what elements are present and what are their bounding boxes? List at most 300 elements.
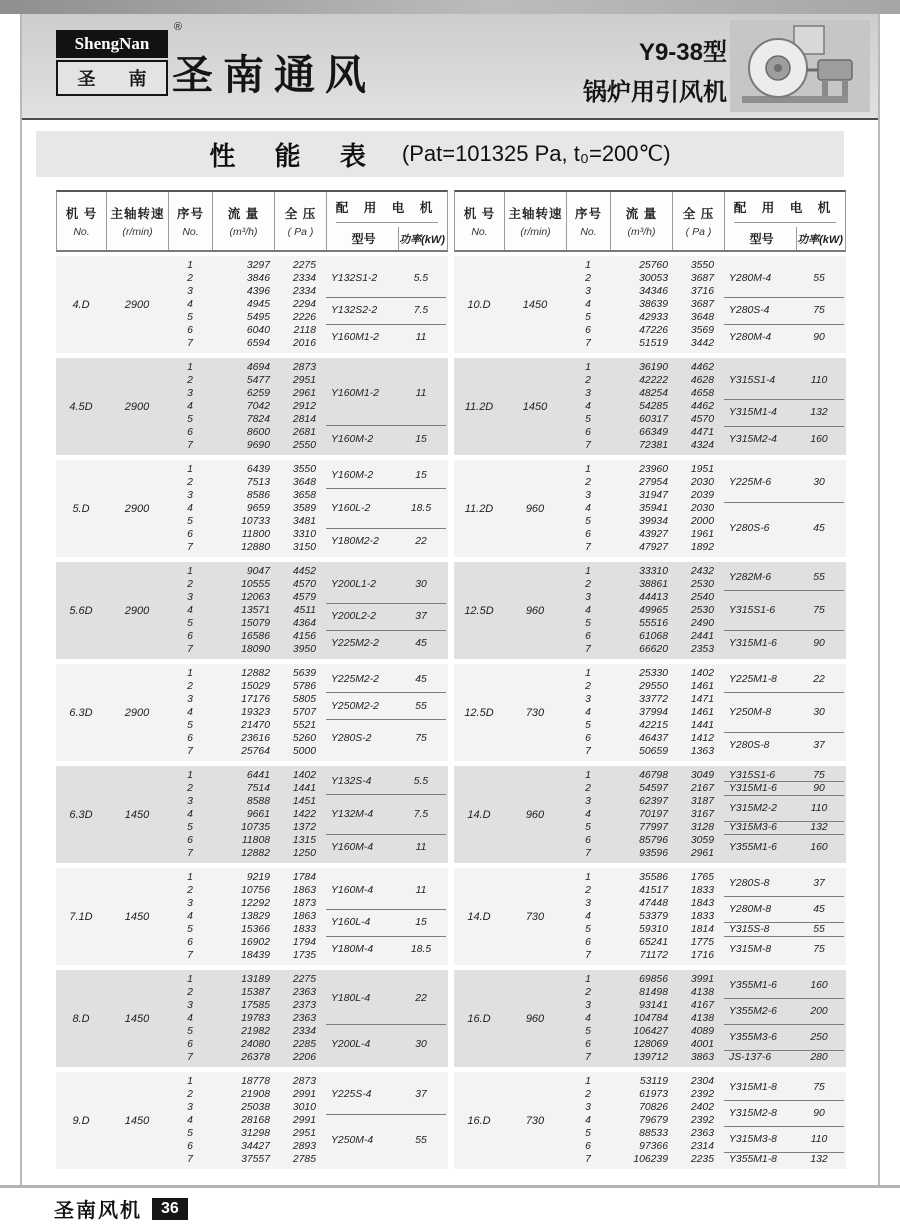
table-row [566,413,724,426]
motor-power-cell: 55 [813,924,825,936]
table-row [566,337,724,350]
flow-cell: 46798 [639,770,668,781]
col-header-motor-sub [329,227,445,250]
motor-group [724,998,844,1024]
motor-group [326,361,446,425]
seq-no-cell: 5 [585,822,591,833]
table-row [566,923,724,936]
data-rows [566,769,724,860]
pressure-cell: 1794 [292,937,316,948]
seq-no-cell: 3 [187,1000,193,1011]
pressure-cell: 3010 [292,1102,316,1113]
motor-model-cell: Y280S-6 [729,522,770,534]
motor-group [326,630,446,656]
seq-no-cell: 2 [585,477,591,488]
flow-cell: 60317 [639,414,668,425]
pressure-cell: 1402 [690,668,714,679]
seq-no-cell: 4 [187,1013,193,1024]
pressure-cell: 2991 [292,1115,316,1126]
motor-power-cell: 90 [813,331,825,343]
pressure-cell: 2785 [292,1154,316,1165]
flow-cell: 71172 [639,950,668,961]
flow-cell: 106427 [633,1026,668,1037]
table-row [168,515,326,528]
table-row [566,769,724,782]
flow-cell: 12880 [241,542,270,553]
shaft-speed-cell: 960 [525,604,545,617]
motor-group [326,871,446,909]
col-header-shaft-speed [505,192,567,250]
table-row [566,463,724,476]
flow-cell: 16586 [241,631,270,642]
pressure-cell: 2363 [292,1013,316,1024]
motor-groups [724,973,846,1064]
seq-no-cell: 1 [187,464,193,475]
seq-no-cell: 2 [187,579,193,590]
col-header-seq-no [169,192,213,250]
pressure-cell: 2000 [690,516,714,527]
seq-no-cell: 3 [585,592,591,603]
seq-no-cell: 5 [585,312,591,323]
flow-cell: 18439 [241,950,270,961]
seq-no-cell: 5 [585,414,591,425]
table-row [168,1153,326,1166]
seq-no-cell: 6 [585,1039,591,1050]
seq-no-cell: 3 [585,1102,591,1113]
pressure-cell: 2893 [292,1141,316,1152]
flow-cell: 23960 [639,464,668,475]
motor-model-cell: Y200L2-2 [331,611,377,623]
motor-group [724,324,844,350]
motor-model-cell: Y280S-8 [729,739,770,751]
motor-model-cell: Y315S1-6 [729,604,776,616]
motor-group [724,973,844,998]
table-row [168,426,326,439]
table-row [566,400,724,413]
flow-cell: 3846 [246,273,270,284]
table-row [168,1075,326,1088]
motor-group [326,769,446,794]
flow-cell: 9661 [246,809,270,820]
table-row [168,259,326,272]
pressure-cell: 2235 [690,1154,714,1165]
data-rows [566,565,724,656]
pressure-cell: 2432 [690,566,714,577]
motor-group [326,1024,446,1064]
table-row [566,910,724,923]
motor-model-cell: Y280S-8 [729,878,770,890]
flow-cell: 70197 [639,809,668,820]
pressure-cell: 3589 [292,503,316,514]
motor-model-cell: Y225M2-2 [331,637,379,649]
seq-no-cell: 7 [187,338,193,349]
motor-power-cell: 37 [415,611,427,623]
seq-no-cell: 1 [585,464,591,475]
flow-cell: 12882 [241,668,270,679]
motor-groups [326,361,448,452]
table-row [168,387,326,400]
flow-cell: 70826 [639,1102,668,1113]
flow-cell: 8586 [246,490,270,501]
motor-model-cell: Y225M2-2 [331,674,379,686]
seq-no-cell: 4 [187,1115,193,1126]
model-number: Y9-38型 [638,39,727,66]
pressure-cell: 1451 [292,796,316,807]
motor-power-cell: 90 [813,637,825,649]
col-header-motor-sub [727,227,843,250]
motor-group [724,565,844,590]
flow-cell: 88533 [639,1128,668,1139]
table-row [566,604,724,617]
seq-no-cell: 5 [585,618,591,629]
test-conditions: (Pat=101325 Pa, t₀=200℃) [401,141,671,166]
table-row [168,400,326,413]
motor-model-cell: Y355M1-6 [729,980,777,992]
pressure-cell: 5805 [292,694,316,705]
motor-power-cell: 75 [415,733,427,745]
pressure-cell: 1461 [690,681,714,692]
page-right-edge [878,14,880,1185]
flow-cell: 36190 [639,362,668,373]
flow-cell: 31947 [639,490,668,501]
motor-group [724,399,844,425]
motor-group [724,361,844,399]
seq-no-cell: 5 [585,720,591,731]
table-row [168,413,326,426]
flow-cell: 81498 [639,987,668,998]
motor-power-cell: 75 [813,1082,825,1094]
motor-model-cell: Y315M3-6 [729,822,777,834]
machine-no-cell: 5.6D [69,604,93,617]
motor-power-cell: 55 [813,272,825,284]
flow-cell: 19323 [241,707,270,718]
flow-cell: 54285 [639,401,668,412]
fan-image [730,20,870,112]
pressure-cell: 3128 [690,822,714,833]
flow-cell: 66620 [639,644,668,655]
motor-power-cell: 280 [810,1052,828,1064]
seq-no-cell: 6 [585,835,591,846]
col-header-motor-power: 功率(kW) [399,233,445,246]
seq-no-cell: 1 [187,668,193,679]
flow-cell: 39934 [639,516,668,527]
pressure-cell: 1765 [690,872,714,883]
flow-cell: 28168 [241,1115,270,1126]
seq-no-cell: 1 [585,770,591,781]
seq-no-cell: 3 [585,898,591,909]
pressure-cell: 4471 [690,427,714,438]
pressure-cell: 4628 [690,375,714,386]
motor-power-cell: 75 [813,305,825,317]
table-row [168,272,326,285]
pressure-cell: 2441 [690,631,714,642]
motor-power-cell: 90 [813,783,825,795]
motor-power-cell: 200 [810,1006,828,1018]
motor-model-cell: Y355M3-6 [729,1032,777,1044]
seq-no-cell: 2 [585,273,591,284]
table-row [168,808,326,821]
motor-power-cell: 132 [810,1154,828,1166]
flow-cell: 16902 [241,937,270,948]
pressure-cell: 1833 [690,911,714,922]
seq-no-cell: 4 [585,1013,591,1024]
table-row [566,578,724,591]
motor-group [724,630,844,656]
motor-group [326,488,446,527]
flow-cell: 79679 [639,1115,668,1126]
table-row [566,502,724,515]
flow-cell: 43927 [639,529,668,540]
motor-group [724,259,844,297]
machine-no-cell: 16.D [467,1114,491,1127]
flow-cell: 104784 [633,1013,668,1024]
motor-model-cell: Y315M1-8 [729,1082,777,1094]
pressure-cell: 3059 [690,835,714,846]
table-row [168,361,326,374]
pressure-cell: 3716 [690,286,714,297]
flow-cell: 9659 [246,503,270,514]
motor-model-cell: Y180M2-2 [331,535,379,547]
pressure-cell: 4658 [690,388,714,399]
flow-cell: 31298 [241,1128,270,1139]
flow-cell: 8600 [246,427,270,438]
flow-cell: 12063 [241,592,270,603]
fan-size-section [454,460,846,557]
flow-cell: 7042 [246,401,270,412]
pressure-cell: 2392 [690,1089,714,1100]
pressure-cell: 4138 [690,1013,714,1024]
table-row [566,973,724,986]
col-header-flow-en: (m³/h) [627,226,656,238]
motor-group [326,565,446,603]
table-row [566,884,724,897]
table-row [566,1114,724,1127]
seq-no-cell: 3 [585,490,591,501]
motor-power-cell: 22 [415,535,427,547]
shaft-speed-cell: 960 [525,502,545,515]
performance-table-title: 性 能 表 [209,140,382,171]
table-row [566,298,724,311]
table-row [168,910,326,923]
seq-no-cell: 4 [585,809,591,820]
table-row [168,324,326,337]
motor-group [724,922,844,936]
seq-no-cell: 6 [187,1141,193,1152]
seq-no-cell: 1 [585,668,591,679]
motor-group [724,426,844,452]
seq-no-cell: 4 [585,503,591,514]
pressure-cell: 2363 [690,1128,714,1139]
table-row [168,719,326,732]
table-row [566,732,724,745]
shaft-speed-cell: 730 [525,1114,545,1127]
footer-divider [0,1185,900,1188]
table-row [168,578,326,591]
flow-cell: 25760 [639,260,668,271]
table-row [566,541,724,554]
machine-no-cell: 7.1D [69,910,93,923]
seq-no-cell: 3 [187,592,193,603]
seq-no-cell: 4 [585,401,591,412]
col-header-seq-no-zh: 序号 [176,207,204,221]
motor-model-cell: Y355M1-8 [729,1154,777,1166]
flow-cell: 42933 [639,312,668,323]
flow-cell: 13571 [241,605,270,616]
motor-group [326,719,446,758]
motor-power-cell: 18.5 [410,502,432,514]
fan-size-section [56,766,448,863]
motor-model-cell: Y315S1-6 [729,769,776,781]
motor-model-cell: Y160M-4 [331,884,374,896]
seq-no-cell: 5 [187,924,193,935]
machine-no-cell: 4.D [72,298,90,311]
pressure-cell: 4462 [690,362,714,373]
motor-model-cell: Y280M-4 [729,331,772,343]
pressure-cell: 2961 [292,388,316,399]
motor-group [326,297,446,323]
motor-group [326,324,446,350]
pressure-cell: 3648 [292,477,316,488]
table-row [566,808,724,821]
pressure-cell: 2363 [292,987,316,998]
flow-cell: 33772 [639,694,668,705]
data-rows [566,667,724,758]
pressure-cell: 2334 [292,1026,316,1037]
motor-group [724,896,844,922]
table-row [566,1075,724,1088]
pressure-cell: 4324 [690,440,714,451]
flow-cell: 35941 [639,503,668,514]
col-header-machine-no-zh: 机 号 [65,207,98,221]
flow-cell: 69856 [639,974,668,985]
table-row [566,324,724,337]
motor-model-cell: Y282M-6 [729,572,772,584]
table-row [168,693,326,706]
table-row [168,973,326,986]
table-row [168,680,326,693]
pressure-cell: 1873 [292,898,316,909]
motor-model-cell: Y250M2-2 [331,700,379,712]
seq-no-cell: 2 [187,885,193,896]
flow-cell: 24080 [241,1039,270,1050]
flow-cell: 13829 [241,911,270,922]
pressure-cell: 2530 [690,579,714,590]
motor-model-cell: Y355M2-6 [729,1006,777,1018]
col-header-flow [611,192,673,250]
motor-group [724,1126,844,1152]
seq-no-cell: 7 [585,338,591,349]
motor-group [326,936,446,962]
seq-no-cell: 4 [187,707,193,718]
seq-no-cell: 6 [585,733,591,744]
pressure-cell: 3442 [690,338,714,349]
table-row [168,489,326,502]
table-row [168,374,326,387]
seq-no-cell: 1 [187,872,193,883]
shaft-speed-cell: 1450 [124,1012,150,1025]
pressure-cell: 2167 [690,783,714,794]
pressure-cell: 1951 [690,464,714,475]
col-header-motor-model: 型号 [727,227,797,250]
seq-no-cell: 6 [187,937,193,948]
data-rows [168,361,326,452]
motor-group [724,1100,844,1126]
flow-cell: 37994 [639,707,668,718]
table-row [168,565,326,578]
pressure-cell: 3167 [690,809,714,820]
pressure-cell: 1735 [292,950,316,961]
seq-no-cell: 6 [187,733,193,744]
table-row [168,745,326,758]
pressure-cell: 3687 [690,273,714,284]
flow-cell: 23616 [241,733,270,744]
seq-no-cell: 7 [585,1154,591,1165]
seq-no-cell: 1 [187,974,193,985]
pressure-cell: 4570 [690,414,714,425]
motor-model-cell: Y132S1-2 [331,272,378,284]
motor-power-cell: 11 [415,331,427,343]
pressure-cell: 2334 [292,286,316,297]
motor-groups [724,1075,846,1166]
pressure-cell: 1471 [690,694,714,705]
seq-no-cell: 7 [585,644,591,655]
flow-cell: 11800 [241,529,270,540]
table-row [566,643,724,656]
seq-no-cell: 1 [585,566,591,577]
machine-no-cell: 14.D [467,910,491,923]
motor-model-cell: Y225S-4 [331,1088,372,1100]
flow-cell: 6594 [246,338,270,349]
table-row [566,719,724,732]
tables-area [56,190,846,1169]
fan-size-section [454,256,846,353]
table-row [168,298,326,311]
shaft-speed-cell: 960 [525,808,545,821]
brand-logo-en: ShengNan [56,30,168,58]
table-row [168,897,326,910]
seq-no-cell: 6 [187,325,193,336]
table-row [168,1127,326,1140]
motor-group [724,692,844,731]
flow-cell: 4945 [246,299,270,310]
seq-no-cell: 7 [187,440,193,451]
table-row [168,795,326,808]
motor-power-cell: 15 [415,433,427,445]
motor-model-cell: Y280M-8 [729,904,772,916]
motor-power-cell: 11 [415,884,427,896]
motor-group [724,667,844,692]
pressure-cell: 1461 [690,707,714,718]
machine-no-cell: 6.3D [69,808,93,821]
table-row [168,1101,326,1114]
data-rows [566,1075,724,1166]
motor-power-cell: 22 [415,993,427,1005]
table-row [566,680,724,693]
flow-cell: 93596 [639,848,668,859]
col-header-machine-no-zh: 机 号 [463,207,496,221]
motor-power-cell: 250 [810,1032,828,1044]
pressure-cell: 2373 [292,1000,316,1011]
col-header-seq-no-en: No. [580,226,597,238]
motor-power-cell: 90 [813,1108,825,1120]
machine-no-cell: 12.5D [464,604,494,617]
seq-no-cell: 7 [187,644,193,655]
motor-model-cell: Y315S1-4 [729,374,776,386]
motor-power-cell: 160 [810,980,828,992]
machine-no-cell: 8.D [72,1012,90,1025]
table-row [566,706,724,719]
motor-power-cell: 22 [813,674,825,686]
